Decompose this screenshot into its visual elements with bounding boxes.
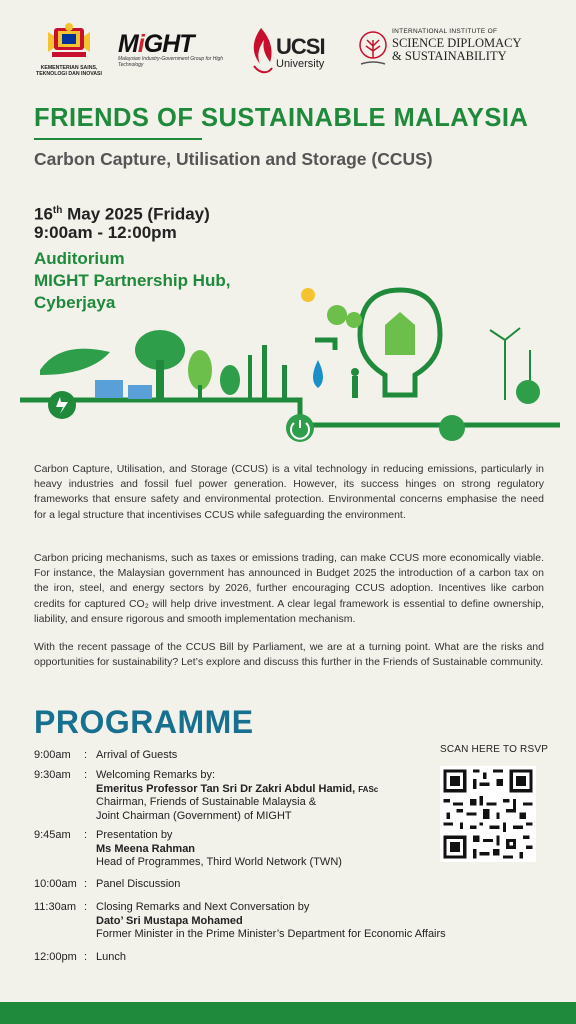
rsvp-qr-code[interactable] [440,766,536,862]
programme-time: 9:30am [34,769,71,781]
might-tagline: Malaysian Industry-Government Group for High Technology [118,56,224,68]
speaker-role: Head of Programmes, Third World Network (TWN) [96,856,342,868]
solar-panel-icon [95,380,123,398]
iisd-line-3: & SUSTAINABILITY [392,49,507,63]
venue-line-3: Cyberjaya [34,293,116,312]
page-subtitle: Carbon Capture, Utilisation and Storage (CCUS) [34,149,433,169]
kementerian-line-1: KEMENTERIAN SAINS, [40,65,98,71]
programme-separator: : [84,901,88,913]
ucsi-flame-icon [246,24,276,80]
intro-paragraph-2: Carbon pricing mechanisms, such as taxes or emissions trading, can make CCUS more economically viable. For instance, the Malaysian government has announced in Budget 2025 the introduction of a carbon tax on the iron, steel, and energy sectors by 2026, further encouraging CCUS adoption. Incentives like carbon credits for captured CO₂ will help drive investment. A clear legal framework is essential to define ownership, liability, and ensure rigorous and smooth implementation mechanism. [34,552,544,625]
programme-separator: : [84,878,88,890]
programme-separator: : [84,769,88,781]
iisd-line-2: SCIENCE DIPLOMACY [392,36,522,50]
event-date-rest: May 2025 (Friday) [62,204,210,224]
programme-separator: : [84,951,88,963]
venue-line-2: MIGHT Partnership Hub, [34,271,231,290]
programme-separator: : [84,829,88,841]
programme-desc: Presentation by [96,829,173,841]
speaker-role: Chairman, Friends of Sustainable Malaysia & [96,796,317,808]
event-date [34,201,210,225]
might-name [118,32,228,56]
footer-bar [0,1002,576,1024]
ucsi-logo [246,24,336,80]
might-logo [118,32,228,68]
programme-time: 11:30am [34,901,76,913]
logo-bar [0,22,576,82]
programme-desc: Panel Discussion [96,878,181,890]
event-time: 9:00am - 12:00pm [34,223,177,242]
speaker-name: Dato’ Sri Mustapa Mohamed [96,914,243,927]
leaf-car-icon [40,349,110,375]
tower-icon [248,355,252,400]
sun-icon [301,288,315,302]
programme-time: 9:45am [34,829,71,841]
iisd-logo [358,28,538,78]
water-drop-icon [313,360,323,388]
intro-paragraph-1: Carbon Capture, Utilisation, and Storage (CCUS) is a vital technology in reducing emissions, particularly in heavy industries and fossil fuel power generation. However, its success hinges on strong regulatory frameworks that ensure safety and environmental protection. Environmental concerns emphasise the need for a legal structure that incentivises CCUS while safeguarding the environment. [34,463,544,521]
programme-time: 10:00am [34,878,77,890]
ucsi-name: UCSI [276,34,325,59]
programme-desc: Welcoming Remarks by: [96,769,215,781]
eco-bubble-icon [327,305,347,325]
speaker-name: Ms Meena Rahman [96,842,196,855]
programme-separator: : [84,749,88,761]
tree-emblem-icon [358,30,388,70]
rsvp-label: SCAN HERE TO RSVP [440,744,549,755]
kementerian-line-2: TEKNOLOGI DAN INOVASI [36,71,102,77]
speaker-role: Former Minister in the Prime Minister’s Department for Economic Affairs [96,928,446,940]
house-icon [385,312,415,355]
family-icon [351,368,359,376]
might-wordmark: MiGHT [118,30,194,58]
recycle-icon [439,415,465,441]
page-title: FRIENDS OF SUSTAINABLE MALAYSIA [34,104,529,132]
speaker-name: Emeritus Professor Tan Sri Dr Zakri Abdul Hamid, [96,782,356,795]
programme-heading: PROGRAMME [34,704,254,740]
programme-time: 9:00am [34,749,71,761]
sustainability-illustration [0,280,576,455]
programme-desc: Closing Remarks and Next Conversation by [96,901,310,913]
programme-desc: Lunch [96,951,126,963]
leaf-badge-icon [516,380,540,404]
speaker-suffix: FASc [358,784,379,794]
programme-desc-block [96,901,516,942]
event-date-suffix: th [52,205,63,216]
pipeline-shape [40,400,420,425]
intro-paragraph-3: With the recent passage of the CCUS Bill by Parliament, we are at a turning point. What are the risks and opportunities for sustainability? Let’s explore and discuss this further in the Friends of Sustainable community. [34,641,544,669]
programme-desc: Arrival of Guests [96,749,178,761]
kementerian-logo [34,22,104,77]
malaysia-crest-icon [44,22,94,60]
ucsi-sub: University [276,58,325,70]
speaker-role: Joint Chairman (Government) of MIGHT [96,809,292,822]
title-divider [34,138,202,140]
venue-line-1: Auditorium [34,249,125,268]
iisd-line-1: INTERNATIONAL INSTITUTE OF [392,28,498,35]
event-date-day: 16 [34,204,53,224]
water-tap-icon [315,340,335,350]
programme-time: 12:00pm [34,951,77,963]
